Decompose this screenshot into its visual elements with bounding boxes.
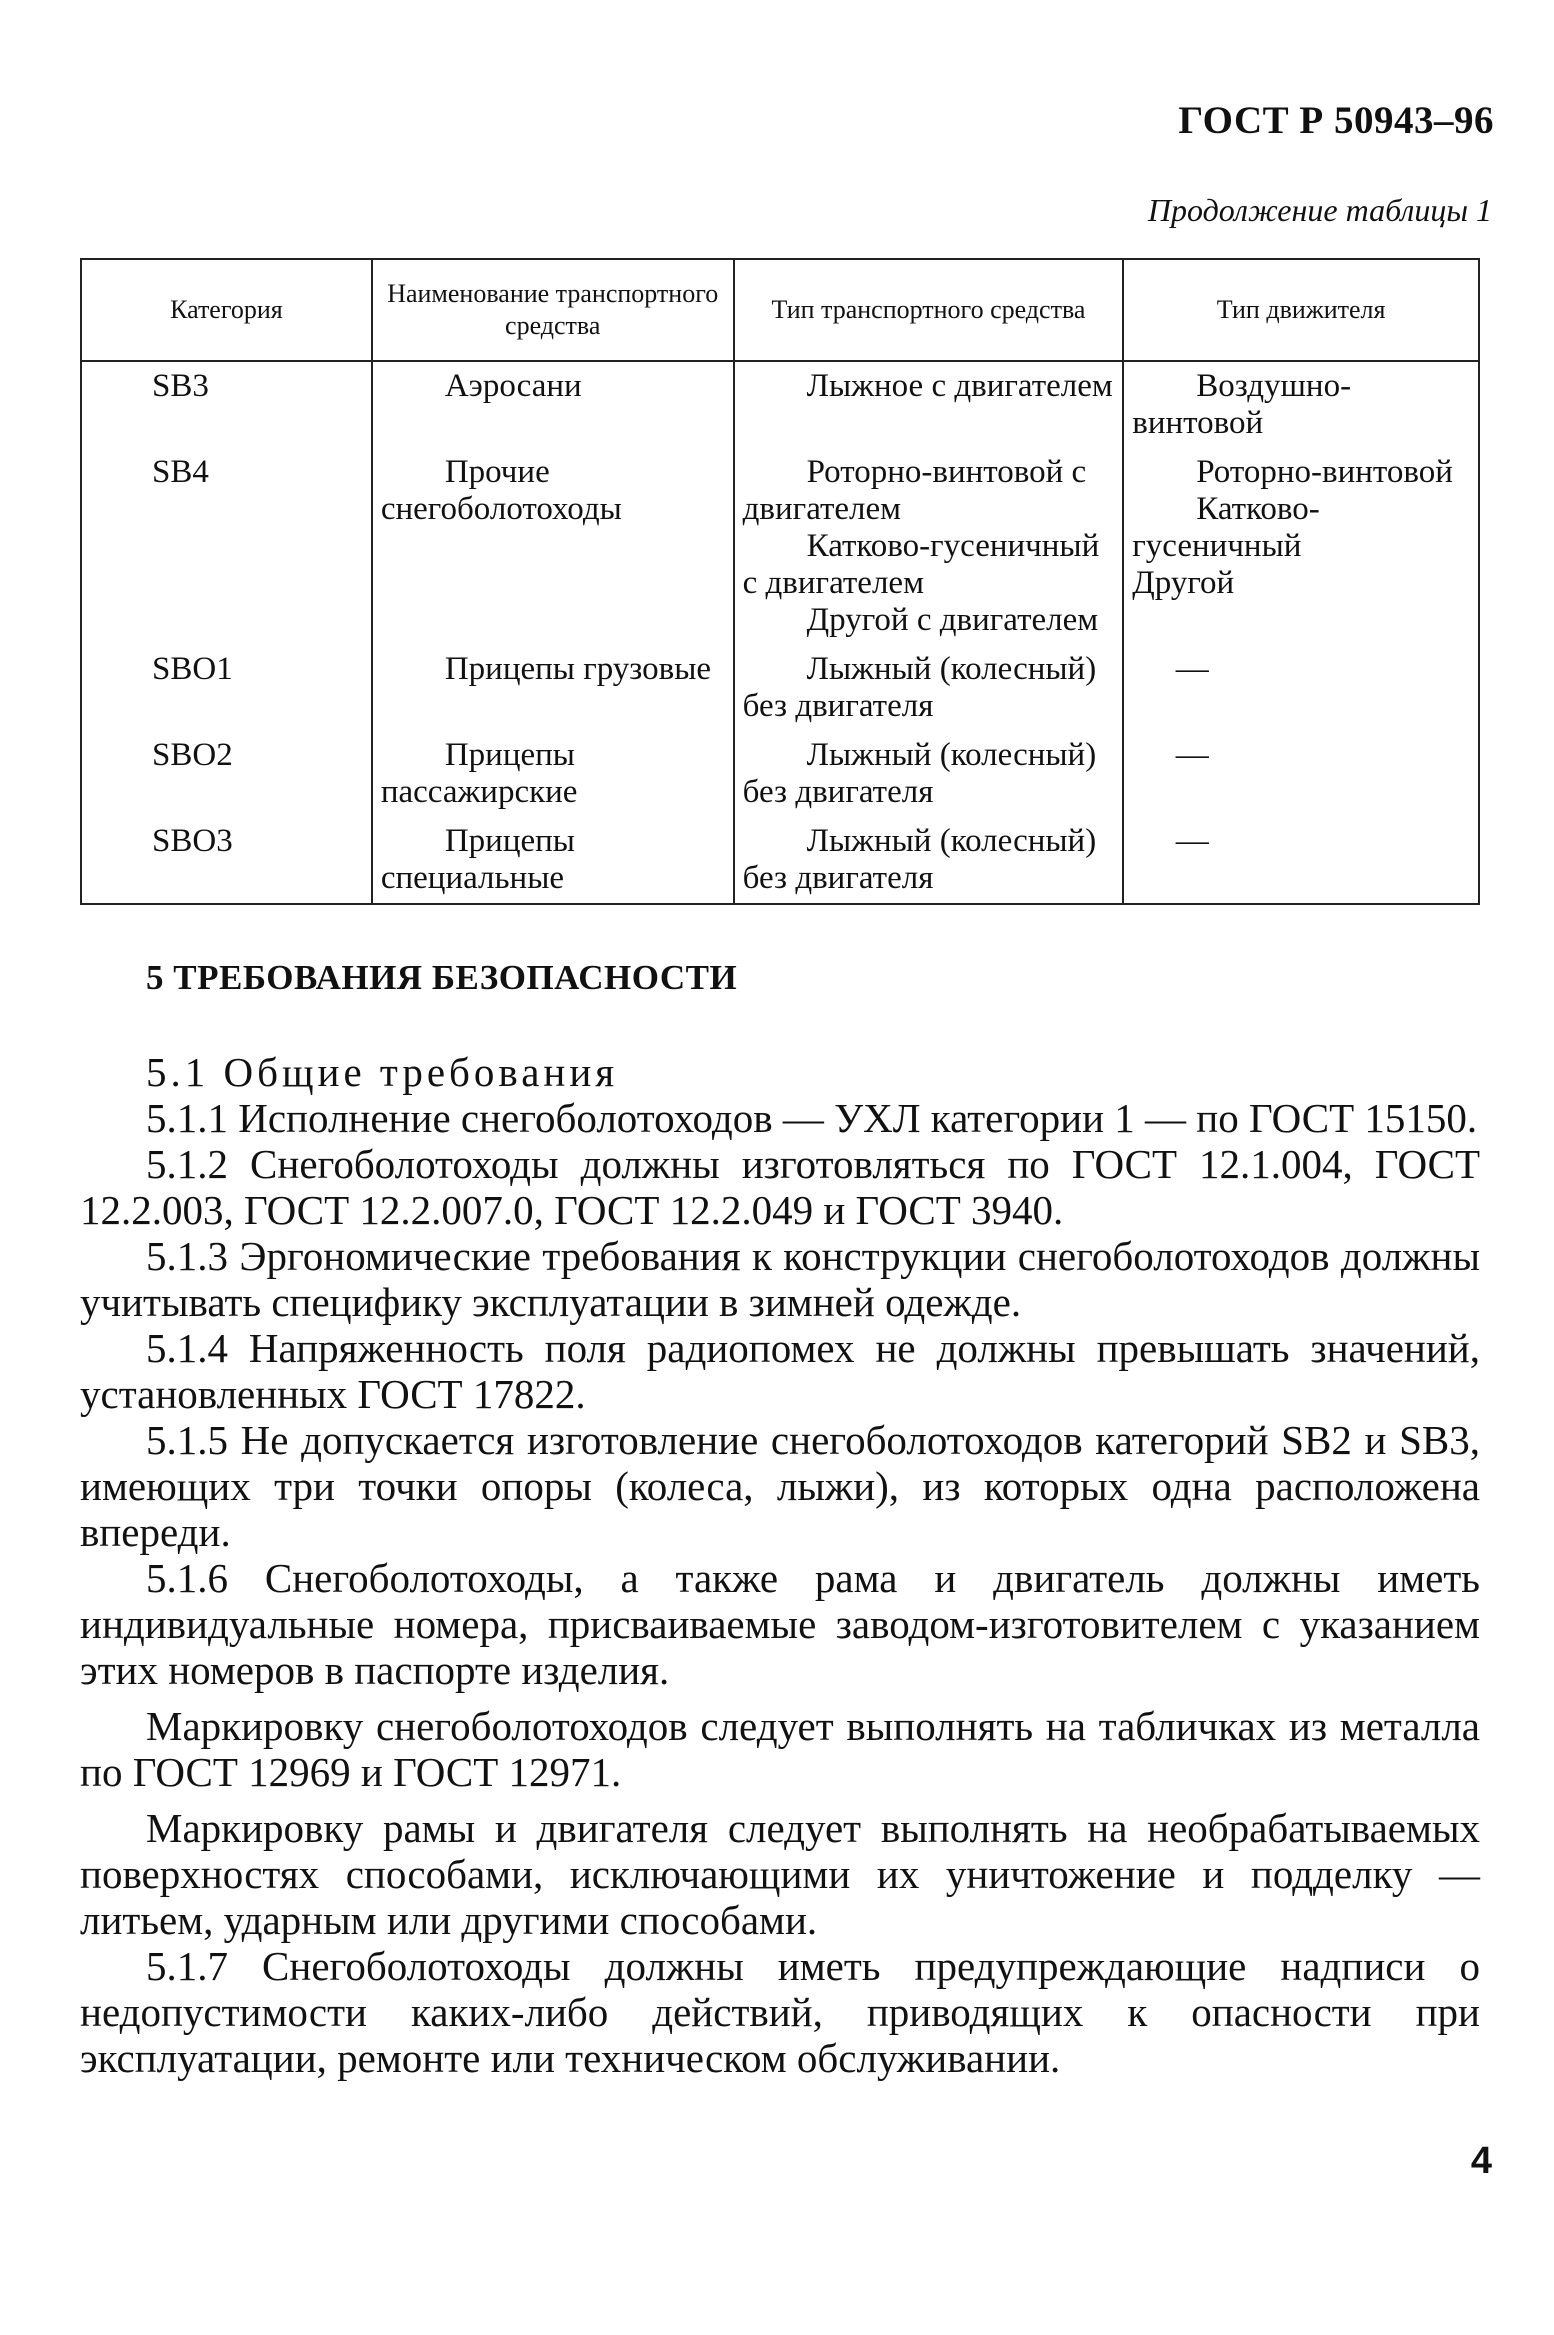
table-row (81, 645, 1479, 731)
vehicle-type-line: Роторно-винтовой с двигателем (742, 454, 1087, 527)
cell-category: SB3 (81, 361, 372, 448)
vehicle-type-line: Лыжный (колесный) без двигателя (742, 823, 1097, 896)
table-row (81, 731, 1479, 817)
cell-vehicle-name: Прочие снегоболотоходы (372, 448, 734, 645)
cell-category: SBO1 (81, 645, 372, 731)
cell-mover-type (1123, 731, 1479, 817)
paragraph: 5.1.5 Не допускается изготовление снегоболотоходов категорий SB2 и SB3, имеющих три точки опоры (колеса, лыжи), из которых одна расположена впереди. (80, 1417, 1480, 1555)
paragraph: 5.1.3 Эргономические требования к конструкции снегоболотоходов должны учитывать специфику эксплуатации в зимней одежде. (80, 1233, 1480, 1325)
cell-mover-type (1123, 817, 1479, 904)
vehicle-type-line: Лыжный (колесный) без двигателя (742, 651, 1097, 724)
paragraph: 5.1.6 Снегоболотоходы, а также рама и двигатель должны иметь индивидуальные номера, присваиваемые заводом-изготовителем с указанием этих номеров в паспорте изделия. (80, 1555, 1480, 1693)
column-header-mover-type: Тип движителя (1123, 259, 1479, 361)
mover-type-dash: — (1175, 823, 1209, 859)
cell-category: SBO3 (81, 817, 372, 904)
cell-vehicle-name: Прицепы специальные (372, 817, 734, 904)
page-number: 4 (1470, 2140, 1492, 2182)
document-code: ГОСТ Р 50943–96 (1178, 99, 1494, 142)
vehicle-type-line: Лыжное с двигателем (806, 368, 1113, 404)
cell-vehicle-name: Прицепы грузовые (372, 645, 734, 731)
table-header-row (81, 259, 1479, 361)
cell-vehicle-type (734, 731, 1124, 817)
section-title: 5 ТРЕБОВАНИЯ БЕЗОПАСНОСТИ (146, 958, 738, 997)
vehicle-type-line: Другой с двигателем (806, 602, 1099, 638)
paragraph: 5.1.7 Снегоболотоходы должны иметь предупреждающие надписи о недопустимости каких-либо действий, приводящих к опасности при эксплуатации, ремонте или техническом обслуживании. (80, 1943, 1480, 2081)
vehicle-type-line: Катково-гусеничный с двигателем (742, 528, 1100, 601)
vehicle-type-line: Лыжный (колесный) без двигателя (742, 737, 1097, 810)
table-row (81, 448, 1479, 645)
vehicle-category-table (80, 258, 1480, 905)
paragraph: 5.1.1 Исполнение снегоболотоходов — УХЛ категории 1 — по ГОСТ 15150. (146, 1095, 1478, 1141)
paragraph: Маркировку рамы и двигателя следует выполнять на необрабатываемых поверхностях способами, исключающими их уничтожение и подделку — литьем, ударным или другими способами. (80, 1805, 1480, 1943)
mover-type-line: Роторно-винтовой (1196, 454, 1453, 490)
paragraph: 5.1.2 Снегоболотоходы должны изготовляться по ГОСТ 12.1.004, ГОСТ 12.2.003, ГОСТ 12.2.007.0, ГОСТ 12.2.049 и ГОСТ 3940. (80, 1141, 1480, 1233)
cell-vehicle-type (734, 817, 1124, 904)
column-header-vehicle-name: Наименование транспортного средства (372, 259, 734, 361)
mover-type-line: Другой (1132, 565, 1235, 601)
column-header-vehicle-type: Тип транспортного средства (734, 259, 1124, 361)
column-header-category: Категория (81, 259, 372, 361)
table-row (81, 817, 1479, 904)
cell-category: SB4 (81, 448, 372, 645)
mover-type-line: Катково-гусеничный (1132, 491, 1320, 564)
mover-type-dash: — (1175, 737, 1209, 773)
cell-category: SBO2 (81, 731, 372, 817)
subsection-title: 5.1 Общие требования (146, 1049, 619, 1095)
mover-type-line: Воздушно-винтовой (1132, 368, 1352, 441)
safety-requirements-section (80, 955, 1480, 2081)
cell-vehicle-name: Прицепы пассажирские (372, 731, 734, 817)
cell-vehicle-type (734, 448, 1124, 645)
table-row (81, 361, 1479, 448)
paragraph: 5.1.4 Напряженность поля радиопомех не должны превышать значений, установленных ГОСТ 17822. (80, 1325, 1480, 1417)
cell-mover-type (1123, 645, 1479, 731)
cell-mover-type (1123, 361, 1479, 448)
table-continuation-caption: Продолжение таблицы 1 (1147, 192, 1492, 228)
cell-vehicle-name: Аэросани (372, 361, 734, 448)
paragraph: Маркировку снегоболотоходов следует выполнять на табличках из металла по ГОСТ 12969 и ГОСТ 12971. (80, 1703, 1480, 1795)
cell-vehicle-type (734, 361, 1124, 448)
cell-vehicle-type (734, 645, 1124, 731)
cell-mover-type (1123, 448, 1479, 645)
mover-type-dash: — (1175, 651, 1209, 687)
